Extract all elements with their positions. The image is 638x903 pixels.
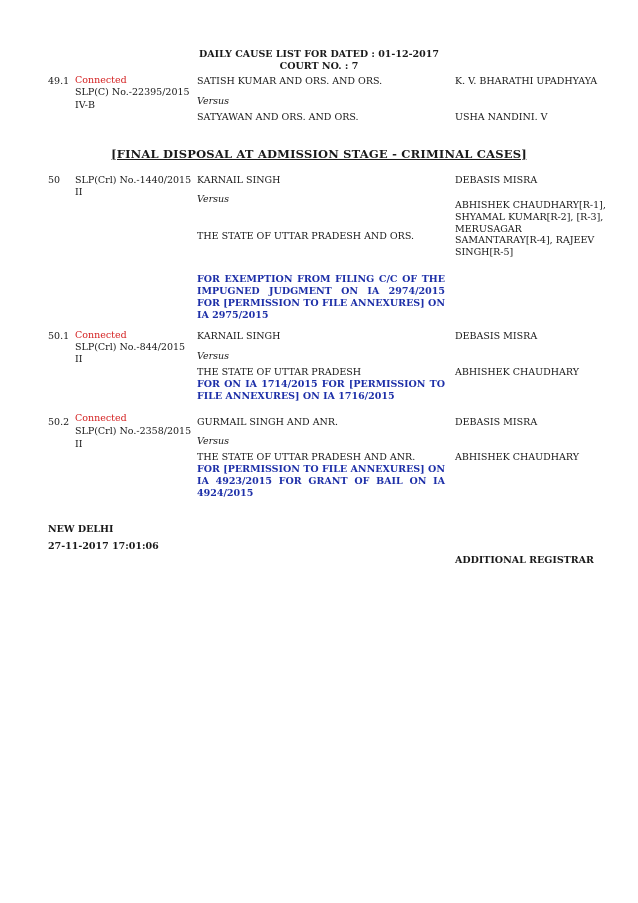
respondent-advocate: ABHISHEK CHAUDHARY[R-1], SHYAMAL KUMAR[R-2], [R-3], MERUSAGAR SAMANTARAY[R-4], RAJEEV SINGH[R-5] <box>455 200 606 259</box>
item-number: 49.1 <box>48 76 70 87</box>
respondent-advocate: USHA NANDINI. V <box>455 112 548 123</box>
section-title: [FINAL DISPOSAL AT ADMISSION STAGE - CRIMINAL CASES] <box>111 147 527 161</box>
respondent-advocate: ABHISHEK CHAUDHARY <box>455 367 580 378</box>
versus-label: Versus <box>197 351 230 362</box>
bench: IV-B <box>75 100 95 111</box>
petitioner-advocate: K. V. BHARATHI UPADHYAYA <box>455 76 598 87</box>
connected-label: Connected <box>75 413 127 424</box>
case-number: SLP(Crl) No.-844/2015 <box>75 342 186 353</box>
petitioner: SATISH KUMAR AND ORS. AND ORS. <box>197 76 383 87</box>
footer-signatory: ADDITIONAL REGISTRAR <box>455 555 594 566</box>
item-number: 50.2 <box>48 417 70 428</box>
petitioner: KARNAIL SINGH <box>197 331 281 342</box>
case-number: SLP(Crl) No.-2358/2015 <box>75 426 192 437</box>
versus-label: Versus <box>197 194 230 205</box>
hearing-note: FOR ON IA 1714/2015 FOR [PERMISSION TO FILE ANNEXURES] ON IA 1716/2015 <box>197 379 445 402</box>
respondent: THE STATE OF UTTAR PRADESH AND ANR. <box>197 452 416 463</box>
bench: II <box>75 187 83 198</box>
petitioner-advocate: DEBASIS MISRA <box>455 175 538 186</box>
petitioner-advocate: DEBASIS MISRA <box>455 417 538 428</box>
hearing-note: FOR EXEMPTION FROM FILING C/C OF THE IMPUGNED JUDGMENT ON IA 2974/2015 FOR [PERMISSION TO FILE ANNEXURES] ON IA 2975/2015 <box>197 274 445 321</box>
petitioner: GURMAIL SINGH AND ANR. <box>197 417 339 428</box>
item-number: 50.1 <box>48 331 70 342</box>
versus-label: Versus <box>197 96 230 107</box>
respondent: THE STATE OF UTTAR PRADESH AND ORS. <box>197 231 415 242</box>
court-number: COURT NO. : 7 <box>279 61 359 72</box>
connected-label: Connected <box>75 75 127 86</box>
hearing-note: FOR [PERMISSION TO FILE ANNEXURES] ON IA 4923/2015 FOR GRANT OF BAIL ON IA 4924/2015 <box>197 464 445 499</box>
versus-label: Versus <box>197 436 230 447</box>
petitioner: KARNAIL SINGH <box>197 175 281 186</box>
connected-label: Connected <box>75 330 127 341</box>
footer-place: NEW DELHI <box>48 524 114 535</box>
footer-datetime: 27-11-2017 17:01:06 <box>48 541 159 552</box>
bench: II <box>75 439 83 450</box>
case-number: SLP(Crl) No.-1440/2015 <box>75 175 192 186</box>
respondent: SATYAWAN AND ORS. AND ORS. <box>197 112 359 123</box>
bench: II <box>75 354 83 365</box>
petitioner-advocate: DEBASIS MISRA <box>455 331 538 342</box>
case-number: SLP(C) No.-22395/2015 <box>75 87 190 98</box>
item-number: 50 <box>48 175 61 186</box>
respondent-advocate: ABHISHEK CHAUDHARY <box>455 452 580 463</box>
cause-list-date: DAILY CAUSE LIST FOR DATED : 01-12-2017 <box>199 49 439 60</box>
respondent: THE STATE OF UTTAR PRADESH <box>197 367 362 378</box>
